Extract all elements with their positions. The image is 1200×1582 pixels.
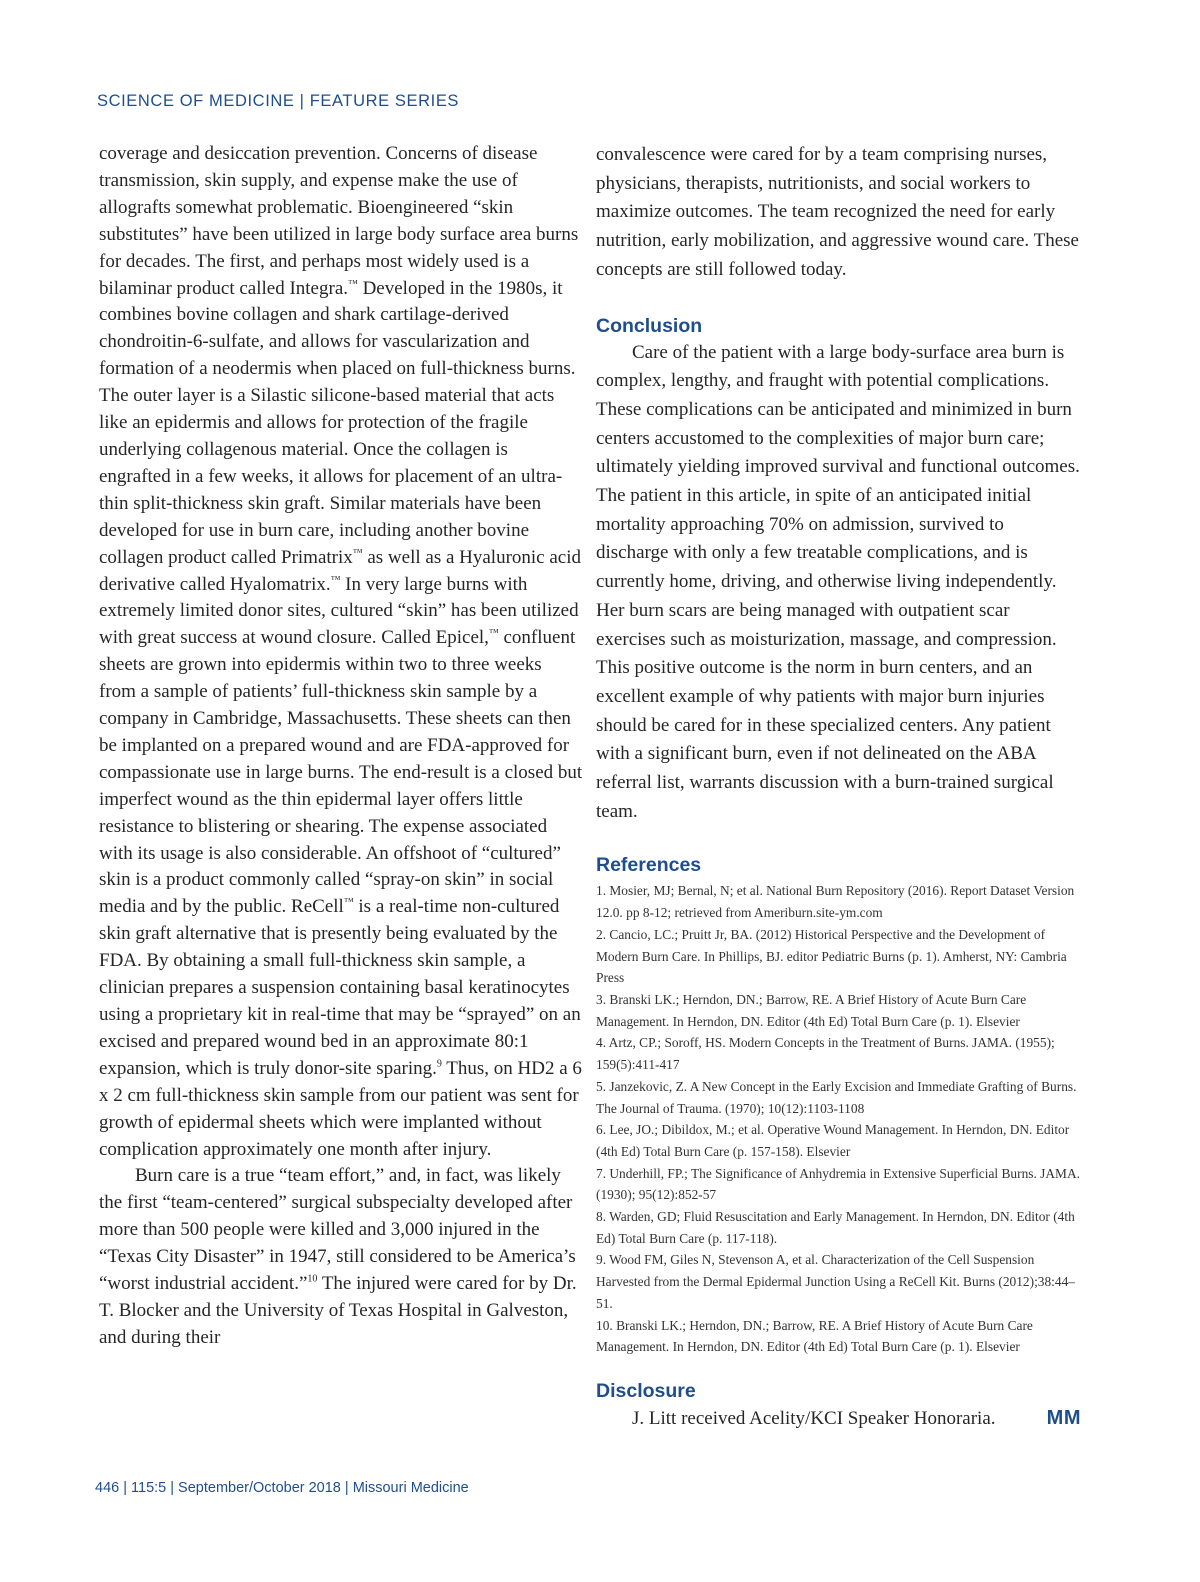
conclusion-paragraph: Care of the patient with a large body-surface area burn is complex, lengthy, and fraught with potential complications. These complications can be anticipated and minimized in burn centers accustomed to the complexities of major burn care; ultimately yielding improved survival and functional outcomes. The patient in this article, in spite of an anticipated initial mortality approaching 70% on admission, survived to discharge with only a few treatable complications, and is currently home, driving, and otherwise living independently. Her burn scars are being managed with outpatient scar exercises such as moisturization, massage, and compression. This positive outcome is the norm in burn centers, and an excellent example of why patients with major burn injuries should be cared for in these specialized centers. Any patient with a significant burn, even if not delineated on the ABA referral list, warrants discussion with a burn-trained surgical team. xyxy=(596,341,1080,822)
citation-superscript: 9 xyxy=(436,1058,442,1070)
body-paragraph: convalescence were cared for by a team comprising nurses, physicians, therapists, nutritionists, and social workers to maximize outcomes. The team recognized the need for early nutrition, early mobilization, and aggressive wound care. These concepts are still followed today. xyxy=(596,144,1079,280)
disclosure-line xyxy=(596,1404,1081,1434)
references-heading: References xyxy=(596,854,702,877)
reference-item: 5. Janzekovic, Z. A New Concept in the Early Excision and Immediate Grafting of Burns. The Journal of Trauma. (1970); 10(12):1103-1108 xyxy=(596,1078,1077,1116)
reference-item: 6. Lee, JO.; Dibildox, M.; et al. Operative Wound Management. In Herndon, DN. Editor (4th Ed) Total Burn Care (p. 157-158). Elsevier xyxy=(596,1122,1070,1159)
reference-item: 7. Underhill, FP.; The Significance of Anhydremia in Extensive Superficial Burns. JAMA. (1930); 95(12):852-57 xyxy=(596,1165,1080,1203)
reference-item: 2. Cancio, LC.; Pruitt Jr, BA. (2012) Historical Perspective and the Development of Modern Burn Care. In Phillips, BJ. editor Pediatric Burns (p. 1). Amherst, NY: Cambria Press xyxy=(596,926,1067,986)
page-footer: 446 | 115:5 | September/October 2018 | Missouri Medicine xyxy=(95,1480,469,1496)
reference-item: 10. Branski LK.; Herndon, DN.; Barrow, RE. A Brief History of Acute Burn Care Management. In Herndon, DN. Editor (4th Ed) Total Burn Care (p. 1). Elsevier xyxy=(596,1317,1033,1355)
running-head: SCIENCE OF MEDICINE | FEATURE SERIES xyxy=(97,92,460,110)
references-list xyxy=(596,880,1081,1357)
disclosure-heading: Disclosure xyxy=(596,1379,696,1402)
disclosure-text: J. Litt received Acelity/KCI Speaker Honoraria. xyxy=(632,1407,996,1429)
missouri-medicine-end-mark: MM xyxy=(1046,1406,1081,1429)
reference-item: 4. Artz, CP.; Soroff, HS. Modern Concepts in the Treatment of Burns. JAMA. (1955); 159(5):411-417 xyxy=(596,1035,1055,1073)
reference-item: 8. Warden, GD; Fluid Resuscitation and Early Management. In Herndon, DN. Editor (4th Ed) Total Burn Care (p. 117-118). xyxy=(596,1209,1075,1246)
reference-item: 3. Branski LK.; Herndon, DN.; Barrow, RE. A Brief History of Acute Burn Care Management. In Herndon, DN. Editor (4th Ed) Total Burn Care (p. 1). Elsevier xyxy=(596,991,1027,1029)
citation-superscript: 10 xyxy=(307,1273,318,1285)
right-column xyxy=(596,141,1081,1434)
body-paragraph: coverage and desiccation prevention. Concerns of disease transmission, skin supply, and expense make the use of allografts somewhat problematic. Bioengineered “skin substitutes” have been utilized in large body surface area burns for decades. The first, and perhaps most widely used is a bilaminar product called Integra.™ Developed in the 1980s, it combines bovine collagen and shark cartilage-derived chondroitin-6-sulfate, and allows for vascularization and formation of a neodermis when placed on full-thickness burns. The outer layer is a Silastic silicone-based material that acts like an epidermis and allows for protection of the fragile underlying collagenous material. Once the collagen is engrafted in a few weeks, it allows for placement of an ultra-thin split-thickness skin graft. Similar materials have been developed for use in burn care, including another bovine collagen product called Primatrix™ as well as a Hyaluronic acid derivative called Hyalomatrix.™ In very large burns with extremely limited donor sites, cultured “skin” has been utilized with great success at wound closure. Called Epicel,™ confluent sheets are grown into epidermis within two to three weeks from a sample of patients’ full-thickness skin sample by a company in Cambridge, Massachusetts. These sheets can then be implanted on a prepared wound and are FDA-approved for compassionate use in large burns. The end-result is a closed but imperfect wound as the thin epidermal layer offers little resistance to blistering or shearing. The expense associated with its usage is also considerable. An offshoot of “cultured” skin is a product commonly called “spray-on skin” in social media and by the public. ReCell™ is a real-time non-cultured skin graft alternative that is presently being evaluated by the FDA. By obtaining a small full-thickness skin sample, a clinician prepares a suspension containing basal keratinocytes using a proprietary kit in real-time that may be “sprayed” on an excised and prepared wound bed in an approximate 80:1 expansion, which is truly donor-site sparing.$^9$ Thus, on HD2 a 6 x 2 cm full-thickness skin sample from our patient was sent for growth of epidermal sheets which were implanted without complication approximately one month after injury. xyxy=(99,143,583,1160)
body-paragraph: Burn care is a true “team effort,” and, in fact, was likely the first “team-centered” surgical subspecialty developed after more than 500 people were killed and 3,000 injured in the “Texas City Disaster” in 1947, still considered to be America’s “worst industrial accident.”$^{10}$ The injured were cared for by Dr. T. Blocker and the University of Texas Hospital in Galveston, and during their xyxy=(99,1165,577,1348)
conclusion-heading: Conclusion xyxy=(596,314,703,337)
reference-item: 9. Wood FM, Giles N, Stevenson A, et al. Characterization of the Cell Suspension Harvested from the Dermal Epidermal Junction Using a ReCell Kit. Burns (2012);38:44–51. xyxy=(596,1252,1075,1311)
left-column xyxy=(99,141,583,1352)
reference-item: 1. Mosier, MJ; Bernal, N; et al. National Burn Repository (2016). Report Dataset Version 12.0. pp 8-12; retrieved from Ameriburn.site-ym.com xyxy=(596,883,1075,921)
